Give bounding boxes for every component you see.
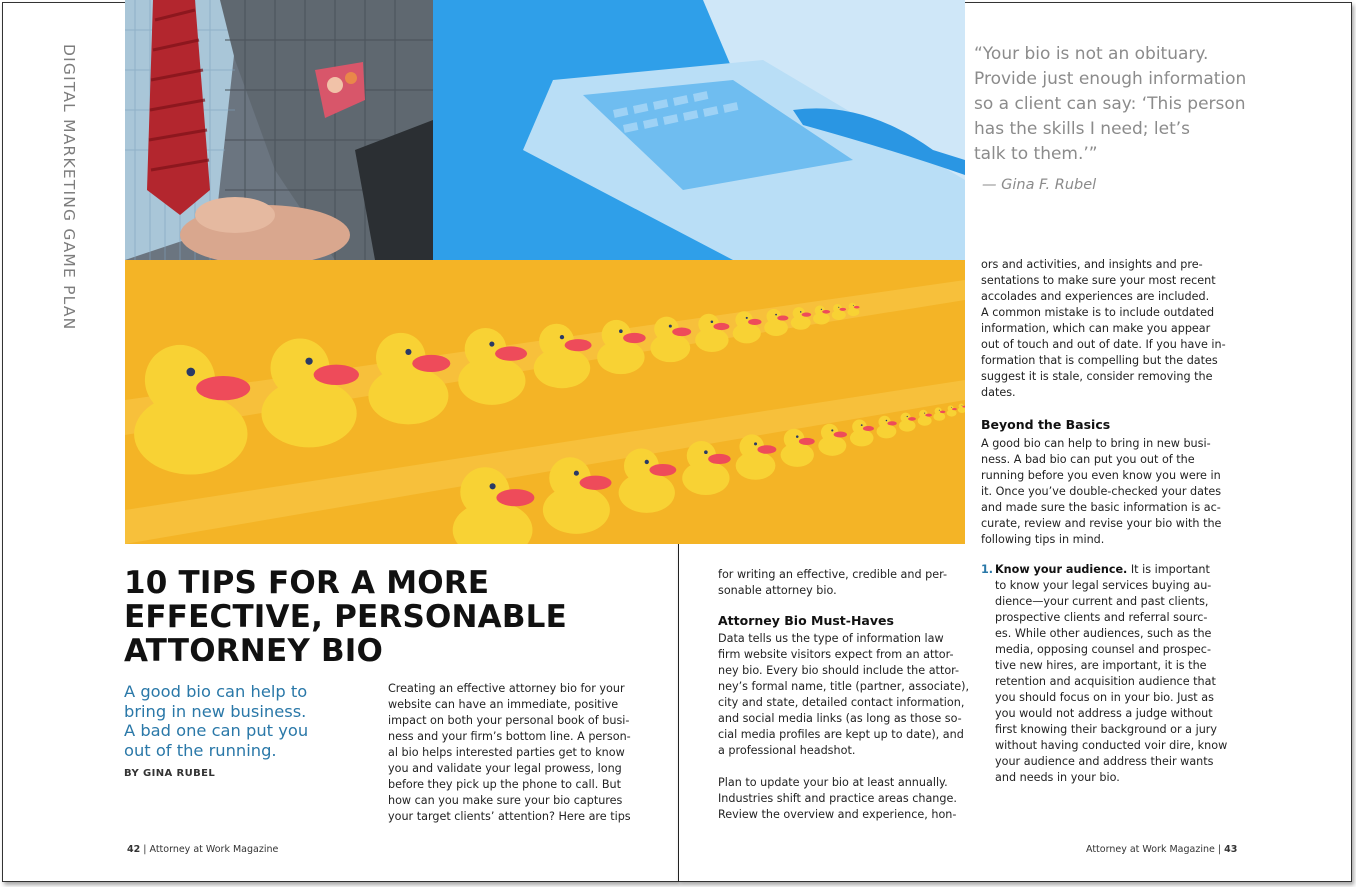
folio-left-sep: | [140, 844, 150, 855]
tip-list-item [981, 562, 1231, 786]
folio-right [1086, 844, 1237, 855]
body-column-3 [981, 257, 1231, 786]
folio-right-sep: | [1214, 844, 1225, 855]
laptop-illustration [433, 0, 965, 260]
column-3-paragraph-2: A good bio can help to bring in new busi- ness. A bad bio can put you out of the running before you even know you were in it. Once you’ve double-checked your dates and made sure the basic information is ac- curate, review and revise your bio with the following tips in mind. [981, 437, 1222, 546]
tip-body: It is important to know your legal services buying au- dience—your current and past clients, prospective clients and referral sourc- es. While other audiences, such as the media, opposing counsel and prospec- tive new hires, are important, it is the retention and acquisition audience that you should focus on in your bio. Just as you would not address a judge without first knowing their background or a jury without having conducted voir dire, know your audience and address their wants and needs in your bio. [995, 563, 1228, 784]
tip-number: 1. [981, 563, 994, 576]
tip-text-block [995, 562, 1231, 786]
folio-left-page: 42 [127, 844, 141, 855]
tip-lead: Know your audience. [995, 563, 1128, 576]
article-headline [124, 566, 594, 668]
byline: BY GINA RUBEL [124, 768, 216, 779]
rubber-ducks-illustration [125, 260, 965, 544]
deck-text: A good bio can help to bring in new business. A bad one can put you out of the running. [124, 682, 309, 760]
quote-text: “Your bio is not an obituary. Provide just enough information so a client can say: ‘This person has the skills I need; let’s talk to them.’” [974, 44, 1247, 164]
section-label-text: DIGITAL MARKETING GAME PLAN [60, 44, 78, 331]
folio-left [127, 844, 278, 855]
body-column-2 [718, 567, 970, 823]
quote-attribution: — Gina F. Rubel [982, 177, 1097, 193]
suit-illustration [125, 0, 433, 260]
column-3-paragraph-1: ors and activities, and insights and pre- sentations to make sure your most recent accolades and experiences are included. A common mistake is to include outdated information, which can make you appear out of touch and out of date. If you have in- formation that is compelling but the dates suggest it is stale, consider removing the dates. [981, 258, 1226, 399]
body-column-1 [388, 681, 638, 825]
suit-photo [125, 0, 433, 260]
column-2-paragraph-2: Plan to update your bio at least annually. Industries shift and practice areas change. Review the overview and experience, hon- [718, 776, 957, 821]
rubber-ducks-photo [125, 260, 965, 544]
laptop-photo [433, 0, 965, 260]
pull-quote [974, 42, 1274, 198]
folio-left-pub: Attorney at Work Magazine [149, 844, 279, 855]
article-deck [124, 682, 334, 760]
column-2-intro: for writing an effective, credible and per- sonable attorney bio. [718, 568, 948, 597]
section-label [58, 44, 78, 364]
headline-text: 10 TIPS FOR A MORE EFFECTIVE, PERSONABLE ATTORNEY BIO [124, 565, 568, 669]
folio-right-pub: Attorney at Work Magazine [1086, 844, 1215, 855]
column-2-paragraph-1: Data tells us the type of information law firm website visitors expect from an attor- ney bio. Every bio should include the attor- ney’s formal name, title (partner, associate), city and state, detailed contact information, and social media links (as long as those so- cial media profiles are kept up to date), and a professional headshot. [718, 632, 970, 757]
heading-must-haves: Attorney Bio Must-Haves [718, 613, 894, 628]
column-1-paragraph: Creating an effective attorney bio for your website can have an immediate, positive impact on both your personal book of busi- ness and your firm’s bottom line. A person- al bio helps interested parties get to know you and validate your legal prowess, long before they pick up the phone to call. But how can you make sure your bio captures your target clients’ attention? Here are tips [388, 682, 631, 823]
heading-beyond-basics: Beyond the Basics [981, 417, 1111, 432]
folio-right-page: 43 [1224, 844, 1238, 855]
